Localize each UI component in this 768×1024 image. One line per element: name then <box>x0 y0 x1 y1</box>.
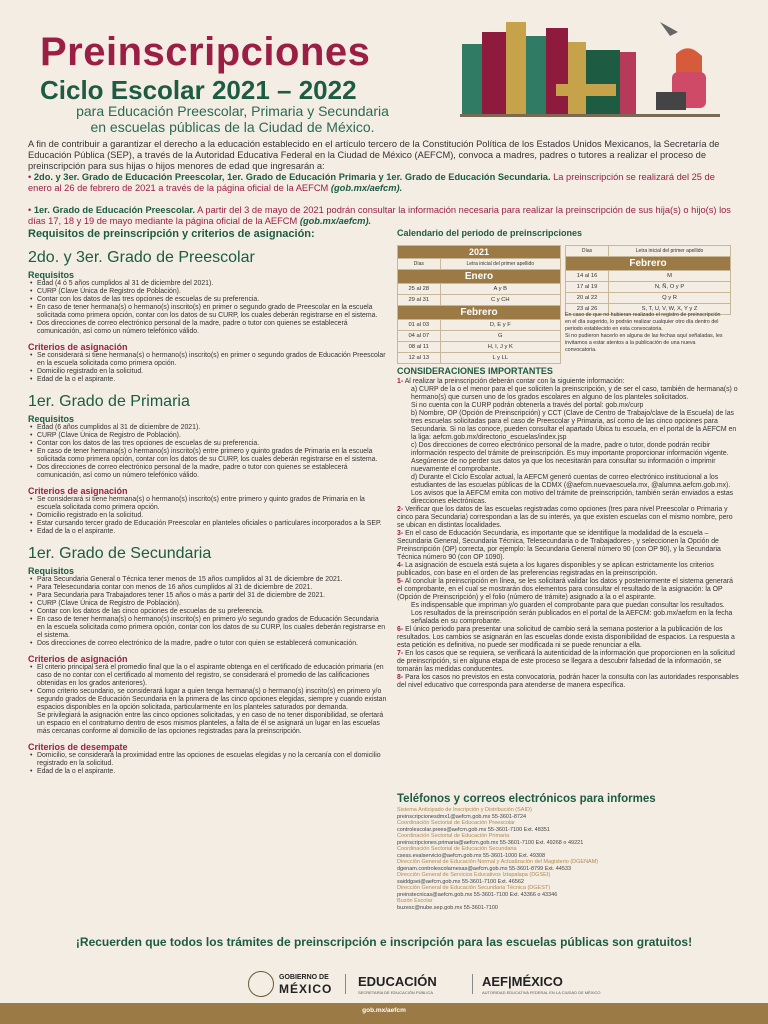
month-febrero: Febrero <box>398 306 561 320</box>
cell: Q y R <box>609 293 731 304</box>
primaria-crit-label: Criterios de asignación <box>28 486 128 496</box>
bullet-2-link[interactable]: (gob.mx/aefcm). <box>299 216 372 226</box>
list-item: • Domicilio, se considerará la proximidad entre las opciones de escuelas elegidas y no la cercanía con el domicilio registrado en la solicitud. <box>28 752 388 768</box>
contact-value[interactable]: controlescolar.prees@aefcm.gob.mx 55-3601-7100 Ext. 48351 <box>397 826 550 833</box>
preescolar-req-list <box>28 280 388 336</box>
item-number: 5- <box>397 578 404 585</box>
table-row <box>398 295 561 306</box>
cell: N, Ñ, O y P <box>609 282 731 293</box>
contact-value[interactable]: buzesc@nube.sep.gob.mx 55-3601-7100 <box>397 904 498 911</box>
requirements-heading: Requisitos de preinscripción y criterios de asignación: <box>28 228 315 240</box>
item-number: 8- <box>397 674 404 681</box>
consideration-item: Es indispensable que impriman y/o guarden el comprobante para que puedan consultar los resultados. <box>411 602 725 609</box>
item-number: 3- <box>397 530 404 537</box>
list-item: • Se considerará si tiene hermana(s) o hermano(s) inscrito(s) entre primero y quinto grados de Primaria en la escuela solicitada como primera opción. <box>28 496 388 512</box>
table-row <box>398 342 561 353</box>
contact-label: Buzón Escolar <box>397 898 433 904</box>
secundaria-req-list <box>28 576 388 648</box>
bullet-2-text: A partir del 3 de mayo de 2021 podrán consultar la información necesaria para realizar la preinscripción de sus hija(s) o hijo(s) los días 17, 18 y 19 de mayo mediante la página oficial de la AEFCM <box>28 205 731 226</box>
list-item: • Dos direcciones de correo electrónico de la madre, padre o tutor con quien se establecerá comunicación. <box>28 640 388 648</box>
list-item: • Estar cursando tercer grado de Educación Preescolar en planteles oficiales o particulares incorporados a la SEP. <box>28 520 388 528</box>
list-item: • Dos direcciones de correo electrónico personal de la madre, padre o tutor con quienes se establecerá comunicación, así como un número telefónico válido. <box>28 320 388 336</box>
item-text: El único periodo para presentar una solicitud de cambio será la semana posterior a la publicación de los resultados. Los cambios se asignarán en las escuelas donde exista disponibilidad de espacios. La respuesta a esta petición es definitiva, no puede ser modificada ni se puede renunciar a ella. <box>397 626 735 649</box>
contact-label: Dirección General de Servicios Educativos Iztapalapa (DGSEI) <box>397 872 551 878</box>
tagline-line-2: en escuelas públicas de la Ciudad de México. <box>90 119 375 135</box>
consideration-item <box>397 650 739 674</box>
table-row <box>398 353 561 364</box>
table-row <box>566 293 731 304</box>
consideration-item: b) Nombre, OP (Opción de Preinscripción) y CCT (Clave de Centro de Trabajo/clave de la Escuela) de las tres escuelas solicitadas para el caso de Preescolar y Primaria, así como de las cinco opciones para Secundaria. Si no las conoce, pueden consultar el apartado Ubica tu escuela, en el portal de la AEFCM en la liga: aefcm.gob.mx/directorio_escuelas/index.jsp <box>411 410 737 441</box>
consideration-item: a) CURP de la o el menor para el que soliciten la preinscripción, y de ser el caso, también de hermana(s) o hermano(s) que cursen uno de los grados escolares en alguno de los planteles solicitados. <box>411 386 738 401</box>
list-item: • Contar con los datos de las tres opciones de escuelas de su preferencia. <box>28 440 388 448</box>
considerations-list <box>397 378 739 690</box>
table-row <box>398 284 561 295</box>
desempate-label: Criterios de desempate <box>28 742 128 752</box>
contact-value[interactable]: preinscripcionesdmx1@aefcm.gob.mx 55-3601-8724 <box>397 813 527 820</box>
cell: 01 al 03 <box>398 320 441 331</box>
eagle-seal-icon <box>248 971 274 997</box>
cell: 23 al 26 <box>566 304 609 315</box>
calendar-year: 2021 <box>398 246 561 259</box>
list-item: • En caso de tener hermana(s) o hermano(s) inscrito(s) en primero y/o segundo grados de Educación Secundaria en la escuela solicitada como primera opción, contar con los datos de su CURP, los cuales deberán registrarse en el sistema. <box>28 616 388 640</box>
table-row <box>566 271 731 282</box>
primaria-req-list <box>28 424 388 480</box>
item-number: 4- <box>397 562 404 569</box>
list-item: • En caso de tener hermana(s) o hermano(s) inscrito(s) entre primero y quinto grados de Primaria en la escuela solicitada como primera opción, contar con los datos de su CURP, los cuales deberán registrarse en el sistema. <box>28 448 388 464</box>
consideration-item <box>397 378 739 386</box>
calendar-note-1: En caso de que no hubieran realizado el registro de preinscripción en el día sugerido, lo podrán realizar cualquier otro día dentro del periodo establecido en esta convocatoria. <box>565 312 721 332</box>
consideration-item <box>397 674 739 690</box>
list-item: • Para Secundaria para Trabajadores tener 15 años o más a partir del 31 de diciembre de 2021. <box>28 592 388 600</box>
item-text: La asignación de escuela está sujeta a los lugares disponibles y se aplican estrictamente los criterios publicados, con base en el orden de las preferencias registradas en la preinscripción. <box>397 562 714 577</box>
cell: 25 al 28 <box>398 284 441 295</box>
gob-logo-top: GOBIERNO DE <box>279 974 329 981</box>
consideration-item: c) Dos direcciones de correo electrónico personal de la madre, padre o tutor, donde podrán recibir información respecto del trámite de preinscripción. Es muy importante proporcionar información vigente. Asegúrense de no perder sus datos ya que los necesitarán para consultar su información o imprimir nuevamente el comprobante. <box>411 442 729 473</box>
cell: M <box>609 271 731 282</box>
list-item: • Como criterio secundario, se considerará lugar a quien tenga hermana(s) o hermano(s) inscrito(s) en primero y/o segundo grados de Educación Secundaria en la primera de las cinco opciones elegidas, siempre y cuando existan espacios disponibles en la opción solicitada, particularmente en los planteles saturados por demanda. <box>28 688 388 712</box>
primaria-crit-list <box>28 496 388 536</box>
calendar-title: Calendario del periodo de preinscripciones <box>397 228 583 238</box>
intro-paragraph: A fin de contribuir a garantizar el derecho a la educación establecido en el artículo tercero de la Constitución Política de los Estados Unidos Mexicanos, la Secretaría de Educación Pública (SEP), a través de la Autoridad Educativa Federal en la Ciudad de México (AEFCM), convoca a madres, padres o tutores a realizar el proceso de preinscripción para sus hijas o hijos menores de edad que ingresarán a: <box>28 139 720 171</box>
calendar-table-1 <box>397 245 561 364</box>
secundaria-crit-extra: Se privilegiará la asignación entre las cinco opciones solicitadas, y en caso de no tener disponibilidad, se ofertará un espacio en el contraturno dentro de esos mismos planteles, a falta de él se asignará un lugar en las escuelas más cercanas conforme al domicilio de las opciones registradas para la preinscripción. <box>37 712 384 735</box>
month-enero: Enero <box>398 270 561 284</box>
bullet-1-link[interactable]: (gob.mx/aefcm). <box>330 183 403 193</box>
secundaria-title: 1er. Grado de Secundaria <box>28 545 212 562</box>
contact-label: Coordinación Sectorial de Educación Preescolar <box>397 820 516 826</box>
bullet-convocatoria-1: • 2do. y 3er. Grado de Educación Preescolar, 1er. Grado de Educación Primaria y 1er. Grado de Educación Secundaria. La preinscripción se realizará del 25 de enero al 26 de febrero de 2021 a través de la página oficial de la AEFCM (gob.mx/aefcm). <box>28 172 715 193</box>
list-item: • Domicilio registrado en la solicitud. <box>28 512 388 520</box>
table-row <box>398 320 561 331</box>
contact-value[interactable]: csess.evalservicio@aefcm.gob.mx 55-3601-1000 Ext. 49308 <box>397 852 546 859</box>
cell: 08 al 11 <box>398 342 441 353</box>
preescolar-title: 2do. y 3er. Grado de Preescolar <box>28 249 255 266</box>
list-item: • Edad de la o el aspirante. <box>28 768 388 776</box>
bullet-1-strong: 2do. y 3er. Grado de Educación Preescolar, 1er. Grado de Educación Primaria y 1er. Grado de Educación Secundaria. <box>33 172 551 182</box>
contacts-title: Teléfonos y correos electrónicos para informes <box>397 793 656 805</box>
list-item: • En caso de tener hermana(s) o hermano(s) inscrito(s) en primer o segundo grado de Preescolar en la escuela solicitada como primera opción, contar con los datos de su CURP, los cuales deberán registrarse en el sistema. <box>28 304 388 320</box>
col-letra-2: Letra inicial del primer apellido <box>609 246 731 257</box>
contact-label: Coordinación Sectorial de Educación Primaria <box>397 833 510 839</box>
cell: S, T, U, V, W, X, Y y Z <box>609 304 731 315</box>
cell: 04 al 07 <box>398 331 441 342</box>
gob-logo-bottom: MÉXICO <box>279 982 333 996</box>
aef-mexico-logo-sub: AUTORIDAD EDUCATIVA FEDERAL EN LA CIUDAD DE MÉXICO <box>482 990 601 995</box>
list-item: • Edad de la o el aspirante. <box>28 376 388 384</box>
item-number: 2- <box>397 506 404 513</box>
contact-value[interactable]: dgenam.controlescolarnexas@aefcm.gob.mx 55-3601-8799 Ext. 44533 <box>397 865 572 872</box>
right-column <box>397 228 742 911</box>
contact-label: Dirección General de Educación Secundaria Técnica (DGEST) <box>397 885 551 891</box>
page-subtitle: Ciclo Escolar 2021 – 2022 <box>40 75 357 105</box>
cell: G <box>440 331 560 342</box>
list-item: • Edad de la o el aspirante. <box>28 528 388 536</box>
secundaria-crit-label: Criterios de asignación <box>28 654 128 664</box>
list-item: • Domicilio registrado en la solicitud. <box>28 368 388 376</box>
bullet-1-text: La preinscripción se realizará del 25 de enero al 26 de febrero de 2021 a través de la página oficial de la AEFCM <box>28 172 715 193</box>
preescolar-req-label: Requisitos <box>28 270 75 280</box>
preescolar-crit-list <box>28 352 388 384</box>
list-item: • CURP (Clave Única de Registro de Población). <box>28 600 388 608</box>
consideration-item: d) Durante el Ciclo Escolar actual, la AEFCM generó cuentas de correo electrónico institucional a los estudiantes de las escuelas públicas de la CDMX (@aefcm.nuevaescuela.mx, @alumna.aefcm.gob.mx). Los avisos que la AEFCM emita con motivo del trámite de preinscripción, también serán enviados a estas direcciones electrónicas. <box>411 474 734 505</box>
list-item: • CURP (Clave Única de Registro de Población). <box>28 432 388 440</box>
logo-divider <box>345 974 346 994</box>
item-number: 1- <box>397 378 404 385</box>
col-dias-2: Días <box>566 246 609 257</box>
requirements-column <box>28 228 388 776</box>
col-dias: Días <box>398 259 441 270</box>
free-procedures-banner: ¡Recuerden que todos los trámites de preinscripción e inscripción para las escuelas públicas son gratuitos! <box>75 935 693 949</box>
consideration-item: Los resultados de la preinscripción serán publicados en el portal de la AEFCM: gob.mx/aefcm en la fecha señalada en su comprobante. <box>411 610 733 625</box>
preescolar-crit-label: Criterios de asignación <box>28 342 128 352</box>
cell: C y CH <box>440 295 560 306</box>
page-tagline <box>40 103 425 135</box>
primaria-title: 1er. Grado de Primaria <box>28 393 190 410</box>
list-item: • Para Secundaria General o Técnica tener menos de 15 años cumplidos al 31 de diciembre de 2021. <box>28 576 388 584</box>
item-number: 6- <box>397 626 404 633</box>
cell: H, I, J y K <box>440 342 560 353</box>
aef-mexico-logo: AEF|MÉXICO <box>482 974 563 989</box>
cell: 17 al 19 <box>566 282 609 293</box>
desempate-list <box>28 752 388 776</box>
footer-url[interactable]: gob.mx/aefcm <box>362 1007 406 1014</box>
consideration-item: Si no cuenta con la CURP podrán obtenerla a través del portal: gob.mx/curp <box>411 402 644 409</box>
item-text: Verificar que los datos de las escuelas registradas como opciones (tres para nivel Preescolar o Primaria y cinco para Secundaria) correspondan a las de su interés, ya que existen escuelas con el mismo nombre, pero se ubican en distintas localidades. <box>397 506 733 529</box>
consideration-item <box>397 530 739 562</box>
contact-value[interactable]: preinscripciones.primaria@aefcm.gob.mx 55-3601-7100 Ext. 49268 o 49221 <box>397 839 584 846</box>
footer-logos <box>0 966 768 1002</box>
list-item: • Se considerará si tiene hermana(s) o hermano(s) inscrito(s) en primer o segundo grados de Educación Preescolar en la escuela solicitada como primera opción. <box>28 352 388 368</box>
item-text: En el caso de Educación Secundaria, es importante que se identifique la modalidad de la escuela –Secundaria General, Secundaria Técnica, Telesecundaria o de Trabajadores-, y seleccionen la Opción de Preinscripción (OP) correcta, por ejemplo: la Secundaria General número 90 (con OP 90), y la Secundaria Técnica número 90 (con OP 1090). <box>397 530 721 561</box>
list-item: • Para Telesecundaria contar con menos de 16 años cumplidos al 31 de diciembre de 2021. <box>28 584 388 592</box>
bullet-2-strong: 1er. Grado de Educación Preescolar. <box>33 205 196 215</box>
educacion-logo: EDUCACIÓN <box>358 974 437 989</box>
month-febrero-2: Febrero <box>566 257 731 271</box>
item-number: 7- <box>397 650 404 657</box>
item-text: Para los casos no previstos en esta convocatoria, podrán hacer la consulta con las autoridades responsables del nivel educativo que corresponda para atenderse de manera específica. <box>397 674 739 689</box>
books-illustration-icon <box>440 14 730 122</box>
considerations-title: CONSIDERACIONES IMPORTANTES <box>397 366 553 376</box>
cell: 12 al 13 <box>398 353 441 364</box>
item-text: En los casos que se requiera, se verificará la autenticidad de la información que proporcionen en la solicitud de preinscripción, si en alguna etapa de este proceso se llegara a descubrir falsedad de la información, se tomarán las medidas conducentes. <box>397 650 735 673</box>
table-row <box>398 331 561 342</box>
consideration-item <box>397 562 739 578</box>
calendar-table-2 <box>565 245 731 315</box>
secundaria-crit-list <box>28 664 388 712</box>
consideration-item <box>397 626 739 650</box>
cell: 29 al 31 <box>398 295 441 306</box>
list-item: • Contar con los datos de las tres opciones de escuelas de su preferencia. <box>28 296 388 304</box>
cell: 20 al 22 <box>566 293 609 304</box>
list-item: • CURP (Clave Única de Registro de Población). <box>28 288 388 296</box>
secundaria-req-label: Requisitos <box>28 566 75 576</box>
tagline-line-1: para Educación Preescolar, Primaria y Secundaria <box>76 103 389 119</box>
contact-value[interactable]: saiddgsei@aefcm.gob.mx 55-3601-7100 Ext. 46562 <box>397 878 524 885</box>
page-title: Preinscripciones <box>40 30 371 74</box>
list-item: • Dos direcciones de correo electrónico personal de la madre, padre o tutor con quienes se establecerá comunicación, así como un número telefónico válido. <box>28 464 388 480</box>
calendar-note-2: Si no pudieron hacerlo en alguna de las fechas aquí señaladas, les invitamos a estar atentos a la publicación de una nueva convocatoria. <box>565 333 723 353</box>
contact-value[interactable]: preinstecnicas@aefcm.gob.mx 55-3601-7100 Ext. 43366 o 43346 <box>397 891 558 898</box>
list-item: • Edad (4 ó 5 años cumplidos al 31 de diciembre del 2021). <box>28 280 388 288</box>
gobierno-mexico-logo <box>248 969 338 999</box>
cell: L y LL <box>440 353 560 364</box>
cell: D, E y F <box>440 320 560 331</box>
cell: A y B <box>440 284 560 295</box>
col-letra: Letra inicial del primer apellido <box>440 259 560 270</box>
table-row <box>566 282 731 293</box>
calendar-note <box>565 312 725 354</box>
list-item: • Contar con los datos de las cinco opciones de escuelas de su preferencia. <box>28 608 388 616</box>
logo-divider <box>472 974 473 994</box>
cell: 14 al 16 <box>566 271 609 282</box>
contact-label: Sistema Anticipado de Inscripción y Distribución (SAID) <box>397 807 532 813</box>
consideration-item <box>397 578 739 602</box>
item-text: Al concluir la preinscripción en línea, se les solicitará validar los datos y posteriormente el sistema generará el comprobante, en el cual se mostrarán dos elementos para consultar el resultado de la asignación: la OP (Opción de Preinscripción) y el folio (número de trámite) asignado a la o el aspirante. <box>397 578 733 601</box>
contacts-list <box>397 807 739 911</box>
list-item: • Edad (6 años cumplidos al 31 de diciembre de 2021). <box>28 424 388 432</box>
contact-label: Coordinación Sectorial de Educación Secundaria <box>397 846 517 852</box>
consideration-item <box>397 506 739 530</box>
list-item: • El criterio principal será el promedio final que la o el aspirante obtenga en el certificado de educación primaria (en caso de no contar con el certificado al momento del registro, se considerará el promedio de las calificaciones obtenidas en los grados anteriores). <box>28 664 388 688</box>
bullet-convocatoria-2: • 1er. Grado de Educación Preescolar. A partir del 3 de mayo de 2021 podrán consultar la información necesaria para realizar la preinscripción de sus hija(s) o hijo(s) los días 17, 18 y 19 de mayo mediante la página oficial de la AEFCM (gob.mx/aefcm). <box>28 205 731 226</box>
educacion-logo-sub: SECRETARÍA DE EDUCACIÓN PÚBLICA <box>358 990 434 995</box>
contact-label: Dirección General de Educación Normal y Actualización del Magisterio (DGENAM) <box>397 859 599 865</box>
primaria-req-label: Requisitos <box>28 414 75 424</box>
item-text: Al realizar la preinscripción deberán contar con la siguiente información: <box>404 378 625 385</box>
